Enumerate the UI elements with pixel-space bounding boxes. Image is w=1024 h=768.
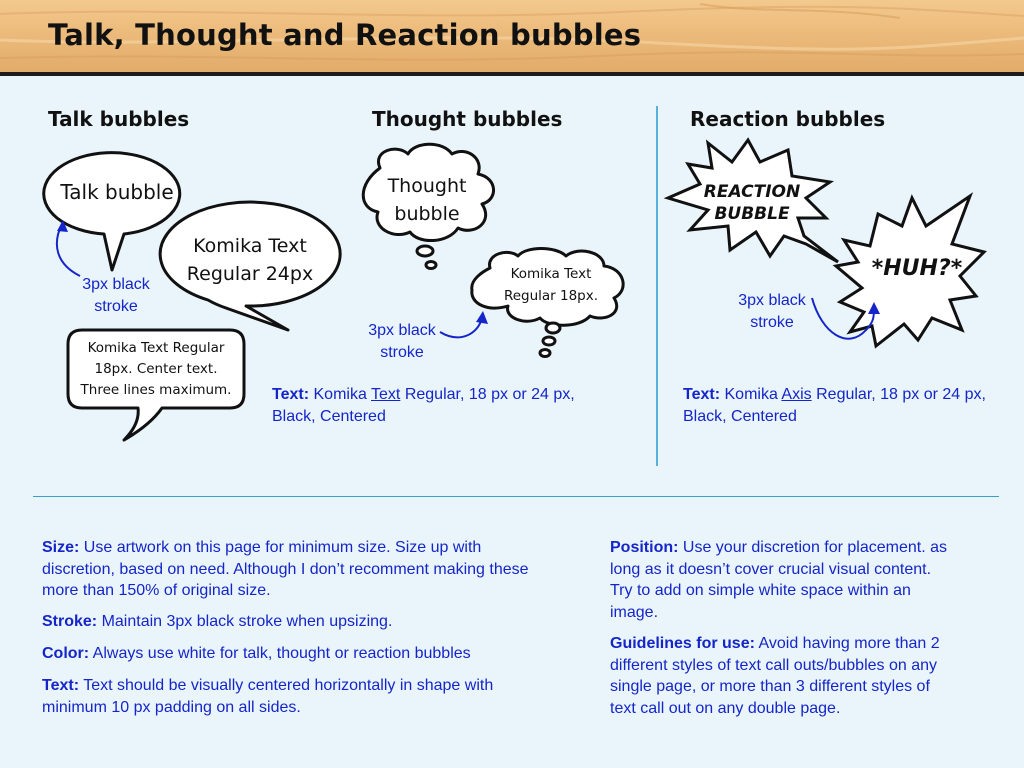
thought-spec-line2: Black, Centered: [272, 408, 386, 425]
thought-dot: [417, 246, 433, 256]
stroke-text: Maintain 3px black stroke when upsizing.: [101, 613, 393, 630]
section-divider: [33, 496, 999, 497]
thought-heading: Thought bubbles: [372, 107, 563, 131]
thought-dot: [540, 350, 550, 357]
talk-bubble-text: Talk bubble: [60, 180, 174, 204]
reaction-spec-post: Regular, 18 px or 24 px,: [816, 386, 986, 403]
thought-cloud-small-line1: Komika Text: [510, 266, 592, 282]
thought-spec-pre: Komika: [313, 386, 367, 403]
talk-bubble-large-text: [166, 232, 334, 288]
reaction-annotation-line2: stroke: [750, 314, 794, 331]
text-guideline: [42, 675, 542, 718]
reaction-stroke-annotation: [724, 290, 820, 334]
thought-stroke-annotation: [354, 320, 450, 364]
thought-cloud-small-line2: Regular 18px.: [503, 288, 599, 304]
reaction-burst-1-line2: BUBBLE: [714, 204, 790, 224]
size-label: Size:: [42, 539, 80, 556]
thought-dot: [543, 337, 555, 345]
talk-bubble-box-text: [70, 338, 242, 401]
reaction-burst-1-line1: REACTION: [703, 182, 801, 202]
reaction-annotation-line1: 3px black: [738, 292, 806, 309]
color-guideline: [42, 643, 542, 665]
talk-stroke-annotation: [68, 274, 164, 318]
stroke-label: Stroke:: [42, 613, 98, 630]
text-text: Text should be visually centered horizontally in shape with minimum 10 px padding on all sides.: [42, 677, 494, 716]
reaction-spec: [683, 384, 1013, 428]
stroke-guideline: [42, 611, 542, 633]
color-label: Color:: [42, 645, 90, 662]
size-guideline: [42, 537, 542, 602]
reaction-burst-1-text: [694, 181, 810, 225]
reaction-heading: Reaction bubbles: [690, 107, 886, 131]
color-text: Always use white for talk, thought or reaction bubbles: [92, 645, 471, 662]
thought-cloud-line1: Thought: [387, 175, 467, 197]
talk-bubble-large-line1: Komika Text: [193, 235, 307, 257]
talk-heading: Talk bubbles: [48, 107, 190, 131]
thought-cloud-small-text: [490, 263, 612, 307]
page-title: Talk, Thought and Reaction bubbles: [48, 18, 642, 52]
thought-annotation-line1: 3px black: [368, 322, 436, 339]
reaction-spec-pre: Komika: [724, 386, 778, 403]
reaction-spec-label: Text:: [683, 386, 721, 403]
thought-cloud-text: [370, 172, 484, 228]
text-label: Text:: [42, 677, 80, 694]
talk-annotation-line2: stroke: [94, 298, 138, 315]
talk-bubble-box-line2: 18px. Center text.: [94, 361, 218, 377]
thought-dot: [546, 323, 560, 333]
reaction-burst-2-text: *HUH?*: [871, 256, 963, 281]
talk-stroke-arrow: [57, 224, 80, 276]
thought-dot: [426, 262, 436, 269]
thought-spec-post: Regular, 18 px or 24 px,: [404, 386, 575, 403]
thought-cloud-line2: bubble: [394, 203, 460, 225]
thought-annotation-line2: stroke: [380, 344, 424, 361]
talk-bubble-box-line1: Komika Text Regular: [87, 340, 225, 356]
position-label: Position:: [610, 539, 679, 556]
use-label: Guidelines for use:: [610, 635, 755, 652]
position-text: Use your discretion for placement. as long as it doesn’t cover crucial visual content. Try to add on simple white space within an image.: [610, 539, 948, 621]
reaction-spec-font: Axis: [781, 386, 812, 403]
reaction-spec-line2: Black, Centered: [683, 408, 797, 425]
size-text: Use artwork on this page for minimum size. Size up with discretion, based on need. Although I don’t recomment making these more than 150% of original size.: [42, 539, 529, 599]
thought-spec: [272, 384, 612, 428]
thought-spec-label: Text:: [272, 386, 310, 403]
talk-annotation-line1: 3px black: [82, 276, 150, 293]
talk-bubble-large-line2: Regular 24px: [186, 263, 314, 285]
position-guideline: [610, 537, 955, 623]
talk-bubble-box-line3: Three lines maximum.: [80, 382, 232, 398]
use-text: Avoid having more than 2 different styles of text call outs/bubbles on any single page, or more than 3 different styles of text call out on any double page.: [610, 635, 940, 717]
thought-spec-font: Text: [371, 386, 401, 403]
use-guideline: [610, 633, 955, 719]
